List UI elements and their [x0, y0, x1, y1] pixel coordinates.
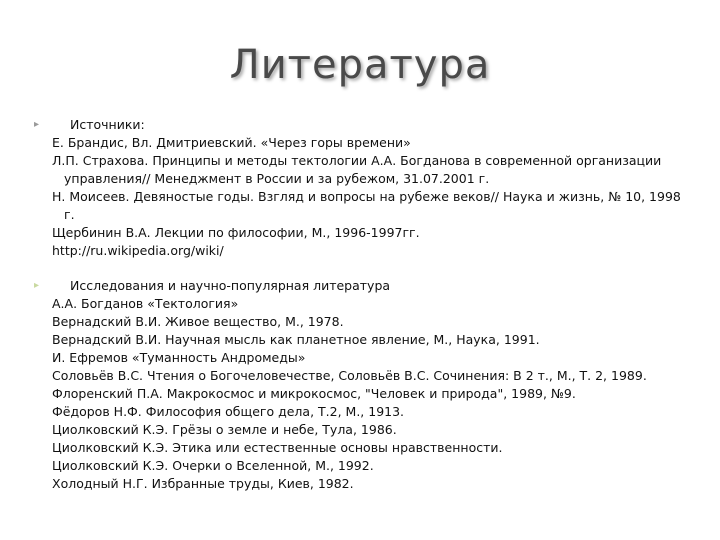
research-item: Вернадский В.И. Научная мысль как планетное явление, М., Наука, 1991.	[52, 332, 540, 347]
research-item: Вернадский В.И. Живое вещество, М., 1978.	[52, 314, 344, 329]
research-item: И. Ефремов «Туманность Андромеды»	[52, 350, 306, 365]
slide-title	[0, 42, 720, 88]
source-item: Е. Брандис, Вл. Дмитриевский. «Через горы времени»	[52, 135, 411, 150]
research-item: Циолковский К.Э. Этика или естественные основы нравственности.	[52, 440, 503, 455]
research-heading	[34, 277, 692, 295]
source-link[interactable]: http://ru.wikipedia.org/wiki/	[52, 243, 224, 258]
research-item: Холодный Н.Г. Избранные труды, Киев, 1982.	[52, 476, 354, 491]
research-heading-text: Исследования и научно-популярная литература	[70, 278, 391, 293]
section-gap	[52, 260, 692, 277]
research-item: Флоренский П.А. Макрокосмос и микрокосмос, "Человек и природа", 1989, №9.	[52, 386, 576, 401]
slide-content	[34, 116, 692, 493]
arrow-bullet-icon: ▸	[34, 119, 40, 130]
research-item: Фёдоров Н.Ф. Философия общего дела, Т.2, М., 1913.	[52, 404, 405, 419]
source-item: Щербинин В.А. Лекции по философии, М., 1996-1997гг.	[52, 225, 420, 240]
sources-heading	[34, 116, 692, 134]
research-item: А.А. Богданов «Тектология»	[52, 296, 239, 311]
research-item: Циолковский К.Э. Очерки о Вселенной, М., 1992.	[52, 458, 374, 473]
source-item: Л.П. Страхова. Принципы и методы тектологии А.А. Богданова в современной организации управления// Менеджмент в России и за рубежом, 31.07.2001 г.	[52, 153, 662, 186]
source-item: Н. Моисеев. Девяностые годы. Взгляд и вопросы на рубеже веков// Наука и жизнь, № 10, 1998 г.	[52, 189, 681, 222]
slide-title-text: Литература	[229, 42, 491, 88]
arrow-bullet-icon: ▸	[34, 280, 40, 291]
research-item: Соловьёв В.С. Чтения о Богочеловечестве, Соловьёв В.С. Сочинения: В 2 т., М., Т. 2, 1989.	[52, 368, 647, 383]
research-item: Циолковский К.Э. Грёзы о земле и небе, Тула, 1986.	[52, 422, 397, 437]
sources-heading-text: Источники:	[70, 117, 145, 132]
